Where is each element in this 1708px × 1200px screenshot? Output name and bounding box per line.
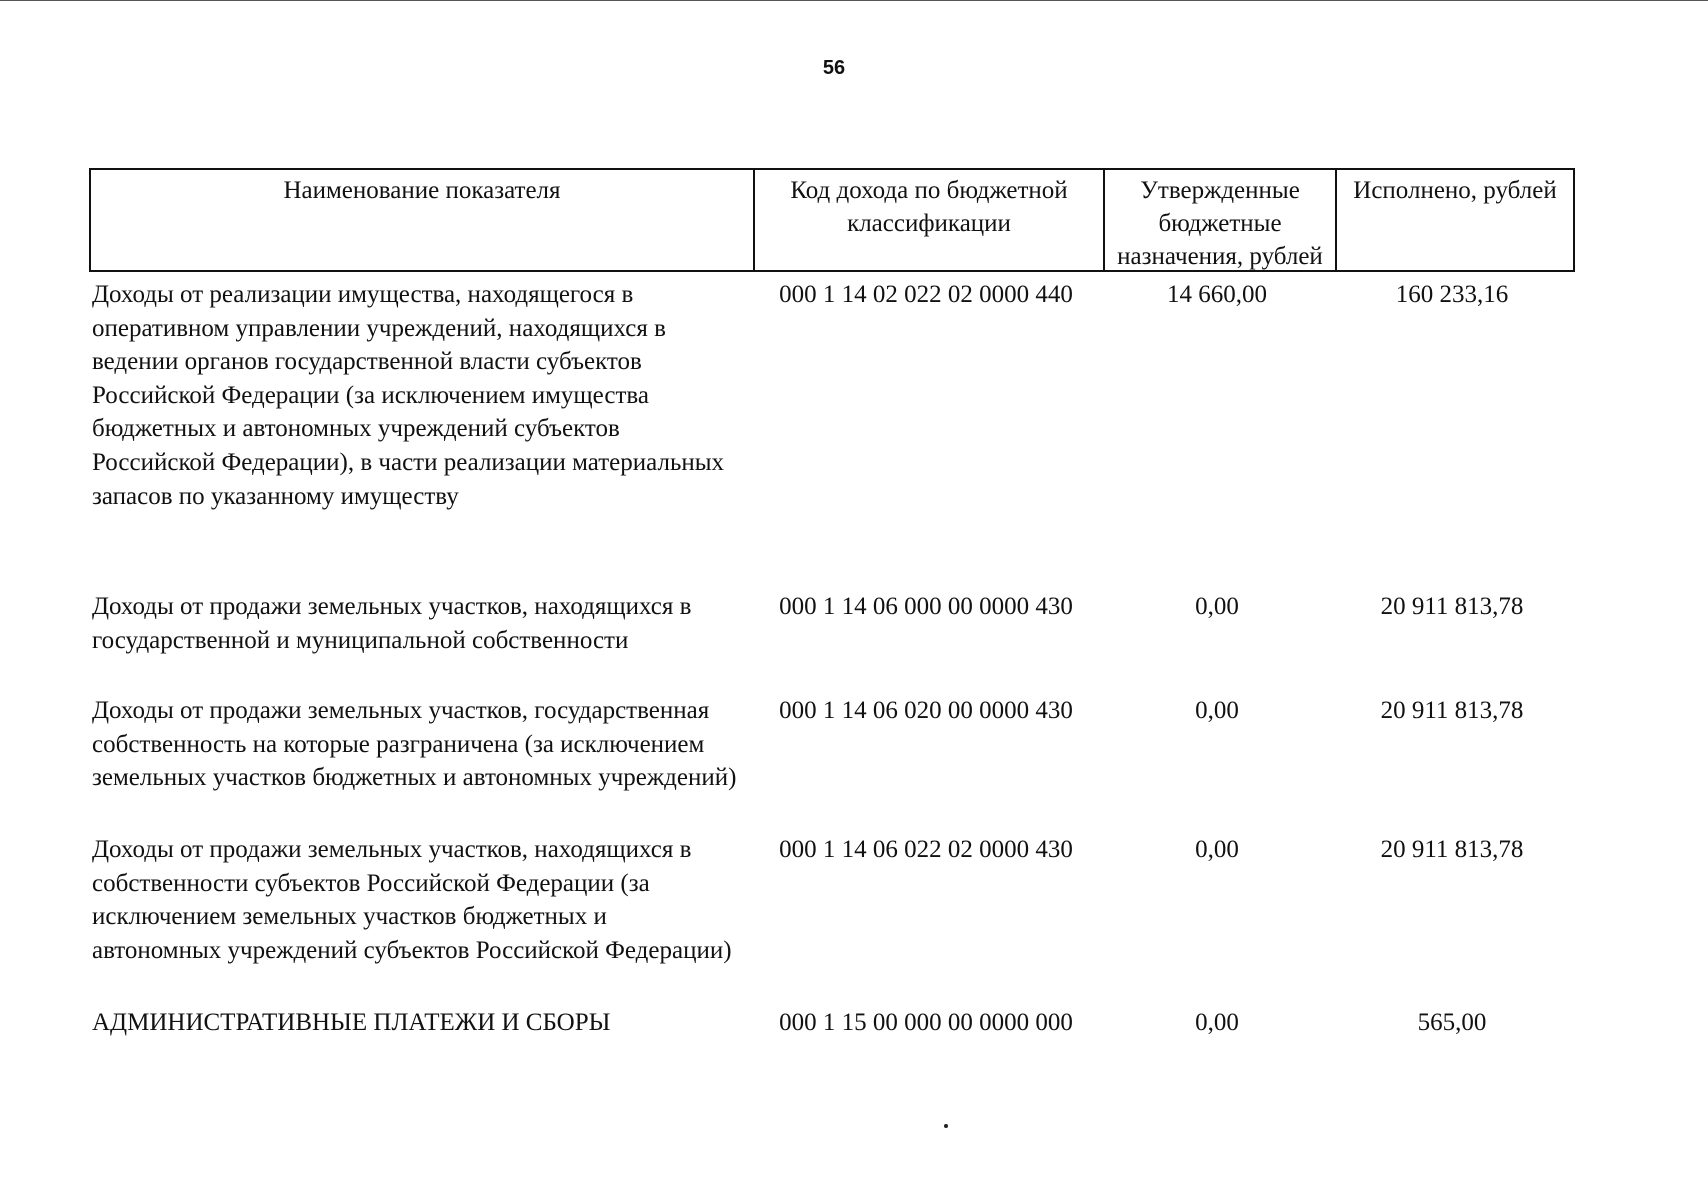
row-approved: 0,00 (1195, 593, 1239, 620)
row-code: 000 1 14 06 022 02 0000 430 (779, 836, 1073, 863)
header-code: Код дохода по бюджетной классификации (753, 170, 1103, 270)
row-executed: 565,00 (1417, 1009, 1487, 1036)
table-header (89, 168, 1575, 272)
row-executed: 20 911 813,78 (1380, 697, 1524, 724)
row-executed: 20 911 813,78 (1380, 593, 1524, 620)
row-code: 000 1 14 06 000 00 0000 430 (779, 593, 1073, 620)
page-number: 56 (822, 57, 846, 79)
header-name: Наименование показателя (283, 177, 561, 204)
row-name: Доходы от продажи земельных участков, находящихся в собственности субъектов Российской Федерации (за исключением земельных участков бюджетных и автономных учреждений субъектов Российской Федерации) (92, 836, 732, 964)
header-approved: Утвержденные бюджетные назначения, рублей (1103, 170, 1335, 270)
row-name: Доходы от реализации имущества, находящегося в оперативном управлении учреждений, находящихся в ведении органов государственной власти субъектов Российской Федерации (за исключением имущества бюджетных и автономных учреждений субъектов Российской Федерации), в части реализации материальных запасов по указанному имуществу (92, 281, 725, 510)
row-approved: 14 660,00 (1167, 281, 1267, 308)
row-approved: 0,00 (1195, 836, 1239, 863)
scan-speck (944, 1124, 948, 1128)
header-executed: Исполнено, рублей (1335, 170, 1573, 270)
row-code: 000 1 14 02 022 02 0000 440 (779, 281, 1073, 308)
row-name: Доходы от продажи земельных участков, государственная собственность на которые разграничена (за исключением земельных участков бюджетных и автономных учреждений) (92, 697, 737, 792)
row-approved: 0,00 (1195, 697, 1239, 724)
row-executed: 20 911 813,78 (1380, 836, 1524, 863)
row-name: АДМИНИСТРАТИВНЫЕ ПЛАТЕЖИ И СБОРЫ (92, 1009, 611, 1036)
row-executed: 160 233,16 (1395, 281, 1509, 308)
row-approved: 0,00 (1195, 1009, 1239, 1036)
row-name: Доходы от продажи земельных участков, находящихся в государственной и муниципальной собственности (92, 593, 692, 654)
scan-top-edge (0, 0, 1708, 1)
row-code: 000 1 15 00 000 00 0000 000 (779, 1009, 1073, 1036)
row-code: 000 1 14 06 020 00 0000 430 (779, 697, 1073, 724)
